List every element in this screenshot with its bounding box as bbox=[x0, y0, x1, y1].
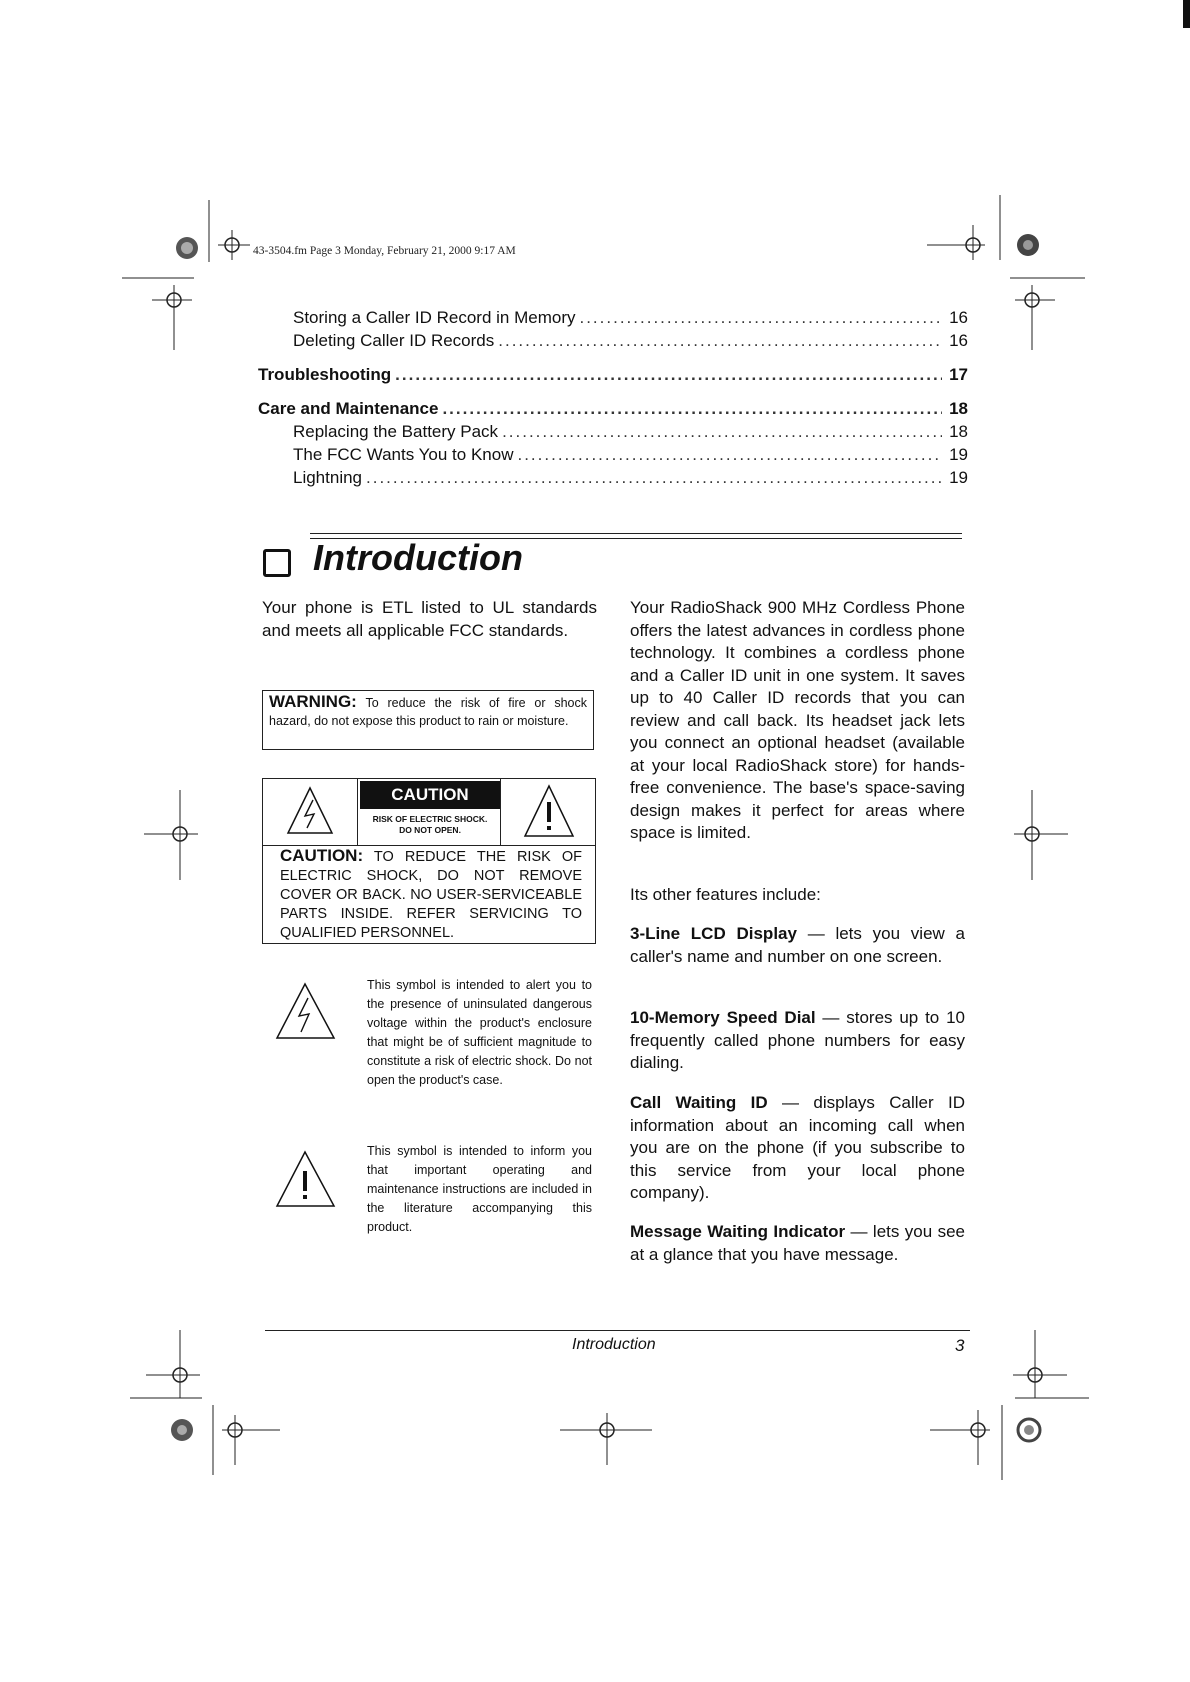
registration-mark-icon bbox=[930, 1405, 1050, 1485]
crosshair-icon bbox=[1005, 1330, 1090, 1400]
feature-item: 3-Line LCD Display — lets you view a caller's name and number on one screen. bbox=[630, 924, 966, 966]
product-description: Your RadioShack 900 MHz Cordless Phone offers the latest advances in cordless phone technology. It combines a cordless phone and a Caller ID unit in one system. It saves up to 40 Caller ID records that you can review and call back. Its headset jack lets you connect an optional headset (available at your local RadioShack store) for hands-free convenience. The base's space-saving design makes it perfect for areas where space is limited. bbox=[630, 598, 965, 842]
footer-rule bbox=[265, 1330, 970, 1331]
toc-entry[interactable]: Troubleshooting ..... 17 bbox=[258, 365, 968, 387]
toc-entry[interactable]: Replacing the Battery Pack ..... 18 bbox=[258, 422, 968, 444]
crosshair-icon bbox=[128, 1330, 208, 1400]
symbol2-description: This symbol is intended to inform you that important operating and maintenance instructions are included in the literature accompanying this product. bbox=[367, 1144, 592, 1234]
crosshair-icon bbox=[1000, 275, 1085, 350]
toc-entry[interactable]: Storing a Caller ID Record in Memory ..... 16 bbox=[258, 308, 968, 330]
toc-entry[interactable]: Care and Maintenance ..... 18 bbox=[258, 399, 968, 421]
feature-name: 10-Memory Speed Dial bbox=[630, 1008, 816, 1027]
warning-box bbox=[262, 690, 594, 750]
feature-name: Message Waiting Indicator bbox=[630, 1222, 846, 1241]
feature-name: Call Waiting ID bbox=[630, 1093, 768, 1112]
crosshair-icon bbox=[1010, 790, 1070, 880]
warning-text: To reduce the risk of fire or shock hazard, do not expose this product to rain or moisture. bbox=[269, 696, 588, 728]
symbol1-description: This symbol is intended to alert you to the presence of uninsulated dangerous voltage within the product's enclosure that might be of sufficient magnitude to constitute a risk of electric shock. Do not open the product's case. bbox=[367, 978, 592, 1087]
caution-right-cell bbox=[500, 778, 596, 845]
feature-item: 10-Memory Speed Dial — stores up to 10 frequently called phone numbers for easy dialing. bbox=[630, 1008, 965, 1072]
electric-shock-warning-icon bbox=[262, 778, 358, 845]
page-number: 3 bbox=[955, 1336, 965, 1355]
edge-mark bbox=[1183, 0, 1190, 28]
section-rule bbox=[310, 533, 962, 534]
crosshair-icon bbox=[560, 1410, 660, 1470]
crosshair-icon bbox=[140, 790, 200, 880]
crosshair-icon bbox=[122, 275, 202, 350]
features-intro: Its other features include: bbox=[630, 885, 821, 904]
footer-section-title: Introduction bbox=[572, 1336, 656, 1353]
section-title: Introduction bbox=[313, 537, 523, 578]
caution-label: CAUTION bbox=[360, 781, 500, 809]
feature-item: Call Waiting ID — displays Caller ID information about an incoming call when you are on the phone (if you subscribe to this service from your local phone company). bbox=[630, 1093, 965, 1202]
file-header: 43-3504.fm Page 3 Monday, February 21, 2000 9:17 AM bbox=[253, 245, 516, 257]
caution-subtext: RISK OF ELECTRIC SHOCK. DO NOT OPEN. bbox=[372, 814, 488, 835]
electric-shock-symbol-icon bbox=[272, 978, 342, 1047]
toc-entry[interactable]: Lightning ..... 19 bbox=[258, 468, 968, 490]
caution-text: CAUTION: TO REDUCE THE RISK OF ELECTRIC SHOCK, DO NOT REMOVE COVER OR BACK. NO USER-SERVICEABLE PARTS INSIDE. REFER SERVICING TO QUALIFIED PERSONNEL. bbox=[280, 846, 582, 941]
registration-mark-icon bbox=[160, 200, 270, 270]
intro-paragraph: Your phone is ETL listed to UL standards and meets all applicable FCC standards. bbox=[262, 598, 597, 640]
registration-mark-icon bbox=[160, 1405, 290, 1485]
feature-name: 3-Line LCD Display bbox=[630, 924, 797, 943]
warning-keyword: WARNING: bbox=[269, 692, 357, 711]
feature-item: Message Waiting Indicator — lets you see at a glance that you have message. bbox=[630, 1222, 965, 1264]
toc-entry[interactable]: Deleting Caller ID Records ..... 16 bbox=[258, 331, 968, 353]
checkbox-icon bbox=[263, 549, 291, 577]
caution-left-cell bbox=[262, 778, 358, 845]
exclamation-warning-icon bbox=[501, 778, 597, 845]
registration-mark-icon bbox=[925, 195, 1045, 265]
toc-entry[interactable]: The FCC Wants You to Know ..... 19 bbox=[258, 445, 968, 467]
exclamation-symbol-icon bbox=[272, 1146, 342, 1215]
